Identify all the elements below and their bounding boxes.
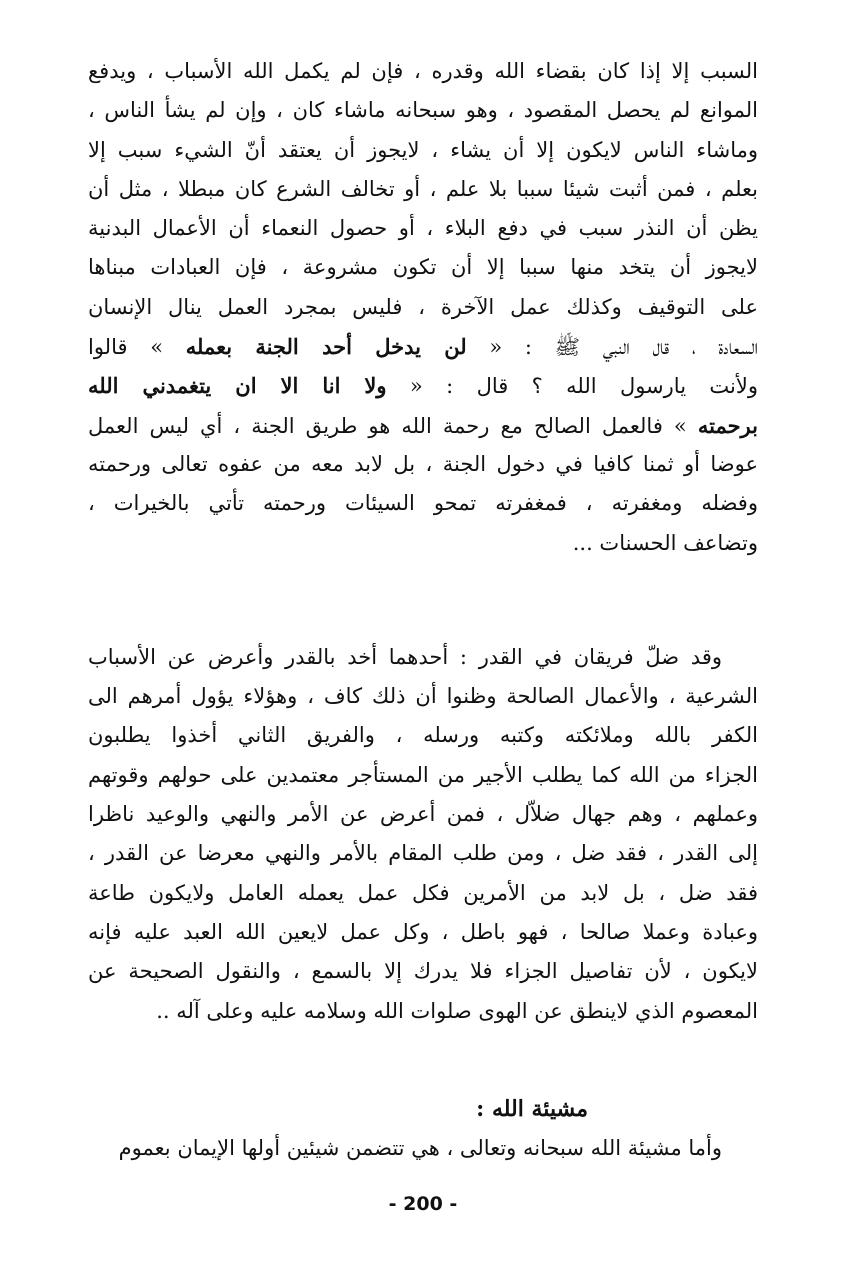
- hadith-quote: لن يدخل أحد الجنة بعمله: [185, 334, 467, 360]
- paragraph-spacer: [88, 563, 758, 638]
- text-line: لايجوز أن يتخد منها سببا إلا أن تكون مشروعة ، فإن العبادات مبناها: [88, 255, 758, 280]
- text-segment: » قالوا: [88, 335, 186, 360]
- text-line: وفضله ومغفرته ، فمغفرته تمحو السيئات ورحمته تأتي بالخيرات ،: [88, 491, 758, 516]
- text-line: وقد ضلّ فريقان في القدر : أحدهما أخد بالقدر وأعرض عن الأسباب: [88, 644, 722, 669]
- text-line: الشرعية ، والأعمال الصالحة وظنوا أن ذلك كاف ، وهؤلاء يؤول أمرهم الى: [88, 684, 758, 709]
- hadith-quote: ولا انا الا ان يتغمدني الله: [88, 373, 387, 399]
- text-segment: السعادة ، قال النبي ﷺ : «: [466, 335, 758, 360]
- text-line: المعصوم الذي لاينطق عن الهوى صلوات الله وسلامه عليه وعلى آله ..: [156, 998, 758, 1023]
- text-line: [88, 406, 758, 445]
- text-line: وعملهم ، وهم جهال ضلاّل ، فمن أعرض عن الأمر والنهي والوعيد ناظرا: [88, 802, 758, 827]
- text-line: فقد ضل ، بل لابد من الأمرين فكل عمل يعمله العامل ولايكون طاعة: [88, 880, 758, 905]
- text-segment: » فالعمل الصالح مع رحمة الله هو طريق الجنة ، أي ليس العمل: [88, 413, 698, 438]
- hadith-quote: برحمته: [697, 412, 758, 438]
- text-line: السبب إلا إذا كان بقضاء الله وقدره ، فإن لم يكمل الله الأسباب ، ويدفع: [88, 59, 758, 83]
- text-line: [88, 327, 758, 366]
- text-line: على التوقيف وكذلك عمل الآخرة ، فليس بمجرد العمل ينال الإنسان: [88, 294, 758, 319]
- text-line: وماشاء الناس لايكون إلا أن يشاء ، لايجوز أن يعتقد أنّ الشيء سبب إلا: [88, 137, 758, 162]
- section-mashia: [88, 1089, 758, 1168]
- text-line: يظن أن النذر سبب في دفع البلاء ، أو حصول النعماء أن الأعمال البدنية: [88, 216, 758, 241]
- text-line: وعبادة وعملا صالحا ، فهو باطل ، وكل عمل لايعين الله العبد عليه فإنه: [88, 919, 758, 944]
- text-line: الجزاء من الله كما يطلب الأجير من المستأجر معتمدين على حولهم وقوتهم: [88, 762, 758, 787]
- page-body: [88, 52, 758, 1168]
- paragraph-1: [88, 52, 758, 563]
- text-line: [88, 366, 758, 405]
- text-line: الموانع لم يحصل المقصود ، وهو سبحانه ماشاء كان ، وإن لم يشأ الناس ،: [88, 98, 758, 123]
- text-line: إلى القدر ، فقد ضل ، ومن طلب المقام بالأمر والنهي معرضا عن القدر ،: [88, 841, 758, 866]
- text-line: لايكون ، لأن تفاصيل الجزاء فلا يدرك إلا بالسمع ، والنقول الصحيحة عن: [88, 959, 758, 984]
- text-segment: ولأنت يارسول الله ؟ قال : «: [386, 374, 758, 399]
- section-spacer: [88, 1031, 758, 1089]
- text-line: عوضا أو ثمنا كافيا في دخول الجنة ، بل لابد معه من عفوه تعالى ورحمته: [88, 451, 758, 476]
- text-line: الكفر بالله وملائكته وكتبه ورسله ، والفريق الثاني أخذوا يطلبون: [88, 723, 758, 748]
- paragraph-2: [88, 638, 758, 1031]
- text-line: وتضاعف الحسنات ...: [572, 530, 758, 555]
- text-line: بعلم ، فمن أثبت شيئا سببا بلا علم ، أو تخالف الشرع كان مبطلا ، مثل أن: [88, 176, 758, 201]
- text-line: وأما مشيئة الله سبحانه وتعالى ، هي تتضمن شيئين أولها الإيمان بعموم: [118, 1135, 722, 1160]
- page-number: - 200 -: [388, 1193, 458, 1215]
- section-heading: مشيئة الله :: [476, 1095, 588, 1122]
